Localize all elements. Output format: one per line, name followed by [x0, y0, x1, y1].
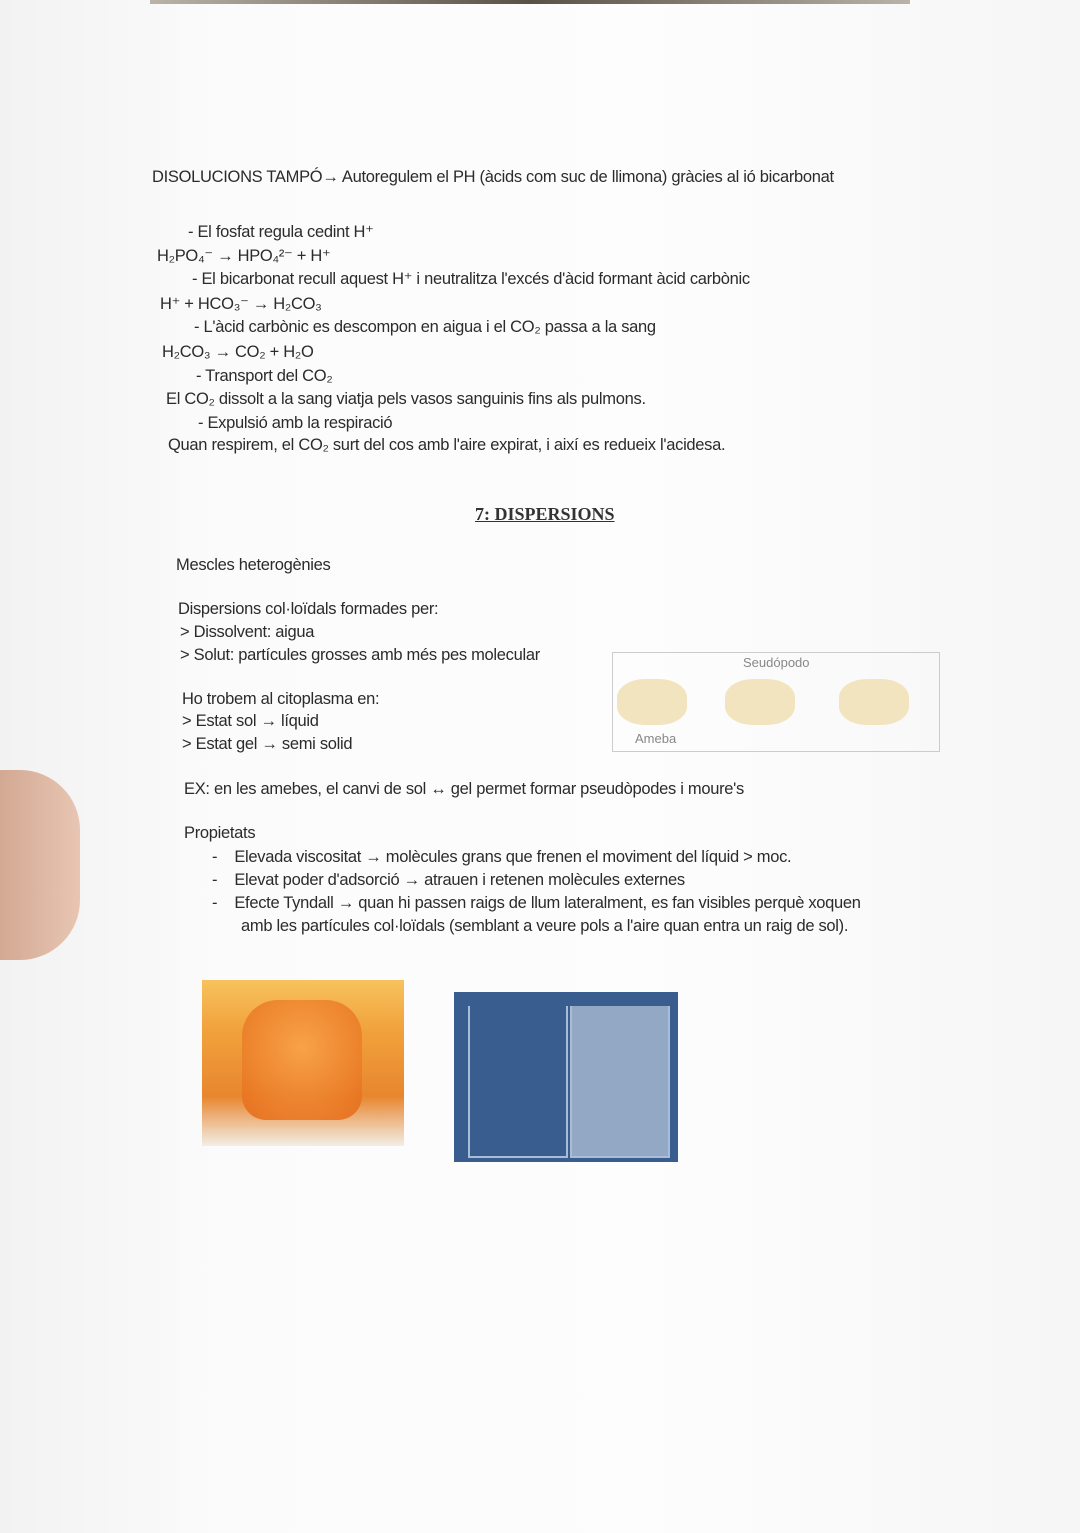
buffer-step: - Expulsió amb la respiració [198, 414, 393, 432]
amoeba-cell [617, 679, 687, 725]
pseudopod-label: Seudópodo [743, 655, 810, 670]
buffer-equation: H⁺ + HCO₃⁻ → H₂CO₃ [160, 295, 322, 313]
buffer-step: - El fosfat regula cedint H⁺ [188, 223, 374, 241]
property-text: Elevada viscositat → molècules grans que frenen el moviment del líquid > moc. [234, 848, 792, 866]
property-text: Elevat poder d'adsorció → atrauen i retenen molècules externes [234, 871, 685, 889]
dispersions-solute: > Solut: partícules grosses amb més pes molecular [180, 646, 540, 664]
amoeba-figure [612, 652, 940, 752]
dispersions-cytoplasm: Ho trobem al citoplasma en: [182, 690, 380, 708]
beaker-colloid [570, 1006, 670, 1158]
dispersions-formed-by: Dispersions col·loïdals formades per: [178, 600, 439, 618]
dispersions-solvent: > Dissolvent: aigua [180, 623, 315, 641]
property-item: - Efecte Tyndall → quan hi passen raigs de llum lateralment, es fan visibles perquè xoquen [212, 894, 861, 912]
property-item: - Elevat poder d'adsorció → atrauen i retenen molècules externes [212, 871, 685, 889]
section-title: 7: DISPERSIONS [475, 504, 615, 524]
property-text: Efecte Tyndall → quan hi passen raigs de llum lateralment, es fan visibles perquè xoquen [234, 894, 861, 912]
jelly-photo [202, 980, 404, 1146]
tyndall-beakers-photo [454, 992, 678, 1162]
properties-title: Propietats [184, 824, 256, 842]
buffer-text: El CO₂ dissolt a la sang viatja pels vasos sanguinis fins als pulmons. [166, 390, 646, 408]
dispersions-gel: > Estat gel → semi solid [182, 735, 353, 753]
property-continuation: amb les partícules col·loïdals (semblant a veure pols a l'aire quan entra un raig de sol). [241, 917, 849, 935]
amoeba-cell [839, 679, 909, 725]
beaker-solution [468, 1006, 568, 1158]
holding-thumb [0, 770, 80, 960]
buffer-step: - El bicarbonat recull aquest H⁺ i neutralitza l'excés d'àcid formant àcid carbònic [192, 270, 750, 288]
dispersions-sol: > Estat sol → líquid [182, 712, 319, 730]
buffer-step: - Transport del CO₂ [196, 367, 333, 385]
background-edge [150, 0, 910, 4]
buffer-equation: H₂CO₃ → CO₂ + H₂O [162, 343, 314, 361]
property-item: - Elevada viscositat → molècules grans que frenen el moviment del líquid > moc. [212, 848, 792, 866]
buffer-text: Quan respirem, el CO₂ surt del cos amb l'aire expirat, i així es redueix l'acidesa. [168, 436, 726, 454]
buffer-step: - L'àcid carbònic es descompon en aigua i el CO₂ passa a la sang [194, 318, 656, 336]
header-line: DISOLUCIONS TAMPÓ→ Autoregulem el PH (àcids com suc de llimona) gràcies al ió bicarbonat [152, 168, 834, 186]
example-line: EX: en les amebes, el canvi de sol ↔ gel permet formar pseudòpodes i moure's [184, 780, 744, 798]
amoeba-cell [725, 679, 795, 725]
jelly-shape [242, 1000, 362, 1120]
buffer-equation: H₂PO₄⁻ → HPO₄²⁻ + H⁺ [157, 247, 331, 265]
dispersions-intro: Mescles heterogènies [176, 556, 331, 574]
amoeba-label: Ameba [635, 731, 677, 746]
